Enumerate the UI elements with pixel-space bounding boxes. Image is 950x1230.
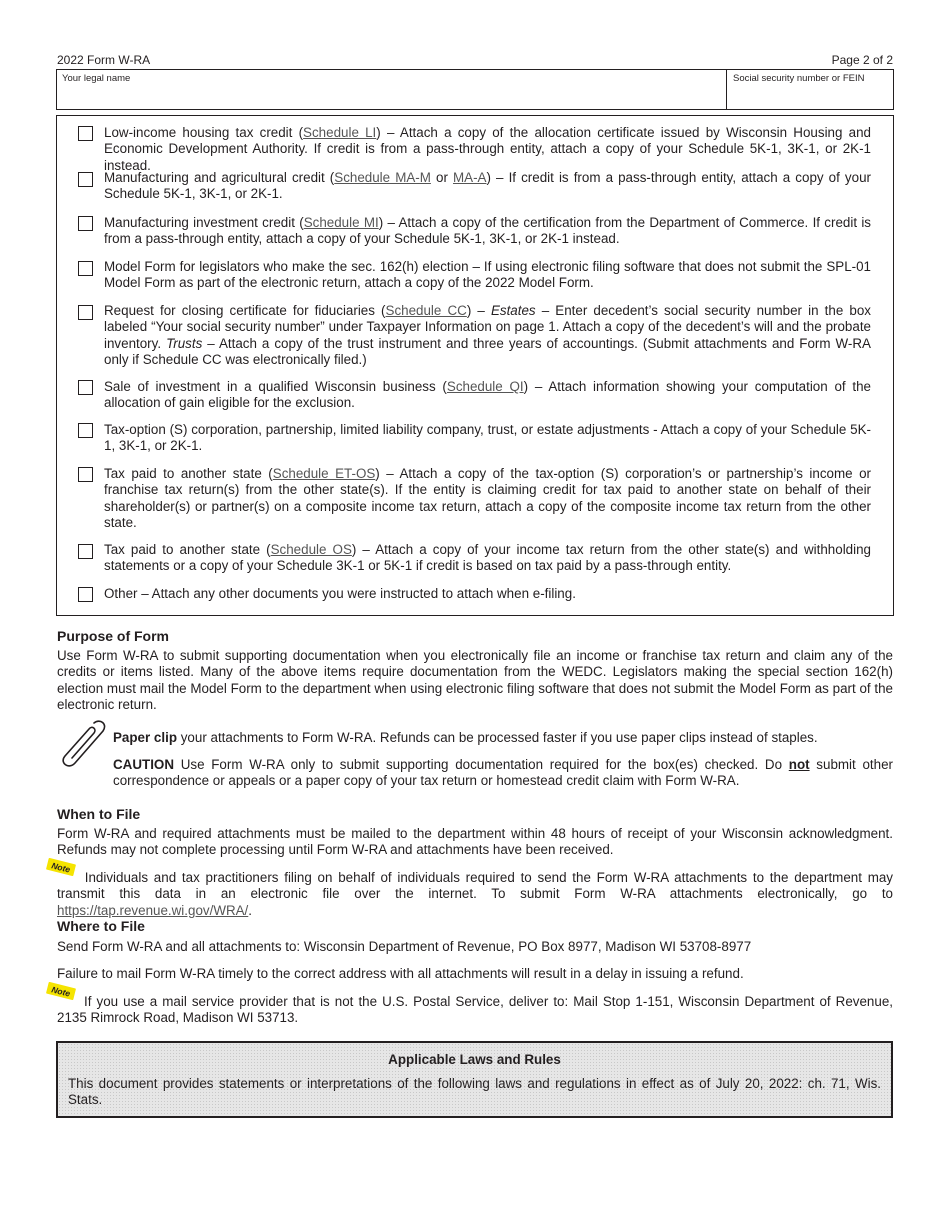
- schedule-et-os-link[interactable]: Schedule ET-OS: [272, 466, 376, 481]
- laws-title: Applicable Laws and Rules: [388, 1052, 561, 1067]
- where-note: If you use a mail service provider that is not the U.S. Postal Service, deliver to: Mail Stop 1-151, Wisconsin Department of Revenue, 2135 Rimrock Road, Madison WI 53713.: [57, 994, 893, 1026]
- legal-name-label: Your legal name: [62, 73, 131, 84]
- schedule-ma-a-link[interactable]: MA-A: [453, 170, 487, 185]
- laws-body: This document provides statements or interpretations of the following laws and regulations in effect as of July 20, 2022: ch. 71, Wis. Stats.: [68, 1076, 881, 1108]
- item-model-form: Model Form for legislators who make the sec. 162(h) election – If using electronic filing software that does not submit the SPL-01 Model Form as part of the electronic return, attach a copy of the 2022 Model Form.: [104, 259, 871, 291]
- when-heading: When to File: [57, 806, 141, 822]
- name-box-divider: [726, 70, 727, 109]
- checkbox-manufacturing-investment[interactable]: [78, 216, 93, 231]
- checkbox-tax-paid-et-os[interactable]: [78, 467, 93, 482]
- schedule-mi-link[interactable]: Schedule MI: [303, 215, 379, 230]
- schedule-qi-link[interactable]: Schedule QI: [446, 379, 524, 394]
- item-tax-paid-et-os: Tax paid to another state (Schedule ET-OS) – Attach a copy of the tax-option (S) corporation’s or partnership’s income or franchise tax return(s) from the other state(s). If the entity is claiming credit for tax paid to another state on behalf of their shareholder(s) or partner(s) on a composite income tax return, attach a copy of the composite income tax return from the other state.: [104, 466, 871, 530]
- checkbox-other[interactable]: [78, 587, 93, 602]
- where-failure: Failure to mail Form W-RA timely to the correct address with all attachments will result in a delay in issuing a refund.: [57, 966, 744, 981]
- item-manufacturing-investment: Manufacturing investment credit (Schedule MI) – Attach a copy of the certification from the Department of Commerce. If credit is from a pass-through entity, attach a copy of your Schedule 5K-1, 3K-1, or 2K-1 instead.: [104, 215, 872, 247]
- schedule-cc-link[interactable]: Schedule CC: [385, 303, 467, 318]
- schedule-ma-m-link[interactable]: Schedule MA-M: [334, 170, 431, 185]
- paperclip-icon: [56, 717, 108, 769]
- item-tax-paid-os: Tax paid to another state (Schedule OS) – Attach a copy of your income tax return from the other state(s) and withholding statements or a copy of your Schedule 3K-1 or 5K-1 if credit is based on tax paid by a pass-through entity.: [104, 542, 871, 574]
- checkbox-model-form[interactable]: [78, 261, 93, 276]
- applicable-laws-box: [56, 1041, 893, 1118]
- when-note: Individuals and tax practitioners filing on behalf of individuals required to send the Form W-RA attachments to the department may transmit this data in an electronic file over the internet. To submit Form W-RA attachments electronically, go to https://tap.revenue.wi.gov/WRA/.: [57, 870, 893, 918]
- purpose-heading: Purpose of Form: [57, 628, 170, 644]
- item-closing-certificate: Request for closing certificate for fiduciaries (Schedule CC) – Estates – Enter decedent’s social security number in the box labeled “Your social security number” under Taxpayer Information on page 1. Attach a copy of the decedent’s will and the probate inventory. Trusts – Attach a copy of the trust instrument and three years of accountings. (Submit attachments and Form W-RA only if Schedule CC was electronically filed.): [104, 303, 871, 367]
- when-body: Form W-RA and required attachments must be mailed to the department within 48 hours of receipt of your Wisconsin acknowledgment. Refunds may not complete processing until Form W-RA and attachments have been received.: [57, 826, 893, 858]
- checkbox-qualified-business[interactable]: [78, 380, 93, 395]
- attachment-checklist: [56, 115, 894, 616]
- where-heading: Where to File: [57, 918, 145, 934]
- note-badge-text: Note: [50, 860, 72, 875]
- checkbox-tax-paid-os[interactable]: [78, 544, 93, 559]
- schedule-li-link[interactable]: Schedule LI: [303, 125, 377, 140]
- purpose-body: Use Form W-RA to submit supporting documentation when you electronically file an income or franchise tax return and claim any of the credits or items listed. Many of the above items require documentation from the WEDC. Legislators making the special section 162(h) election must mail the Model Form to the department when using electronic filing software that does not submit the Model Form as part of the electronic return.: [57, 648, 893, 712]
- ssn-label: Social security number or FEIN: [733, 73, 865, 84]
- schedule-os-link[interactable]: Schedule OS: [270, 542, 352, 557]
- checkbox-tax-option-adjustments[interactable]: [78, 423, 93, 438]
- item-low-income-housing: Low-income housing tax credit (Schedule LI) – Attach a copy of the allocation certificate issued by Wisconsin Housing and Economic Development Authority. If credit is from a pass-through entity, attach a copy of your Schedule 5K-1, 3K-1, or 2K-1 instead.: [104, 125, 871, 173]
- note-badge-text: Note: [50, 984, 72, 999]
- item-other: Other – Attach any other documents you were instructed to attach when e-filing.: [104, 586, 576, 601]
- checkbox-closing-certificate[interactable]: [78, 305, 93, 320]
- item-qualified-business: Sale of investment in a qualified Wisconsin business (Schedule QI) – Attach information showing your computation of the allocation of gain eligible for the exclusion.: [104, 379, 872, 411]
- page-number: Page 2 of 2: [831, 53, 893, 67]
- item-manufacturing-agricultural: Manufacturing and agricultural credit (Schedule MA-M or MA-A) – If credit is from a pass-through entity, attach a copy of your Schedule 5K-1, 3K-1, or 2K-1.: [104, 170, 871, 202]
- where-address: Send Form W-RA and all attachments to: Wisconsin Department of Revenue, PO Box 8977, Madison WI 53708-8977: [57, 939, 752, 954]
- paperclip-text: Paper clip your attachments to Form W-RA. Refunds can be processed faster if you use paper clips instead of staples.: [113, 730, 818, 745]
- checkbox-manufacturing-agricultural[interactable]: [78, 172, 93, 187]
- item-tax-option-adjustments: Tax-option (S) corporation, partnership, limited liability company, trust, or estate adjustments - Attach a copy of your Schedule 5K-1, 3K-1, or 2K-1.: [104, 422, 871, 454]
- name-ssn-box: [56, 69, 894, 110]
- caution-text: CAUTION Use Form W-RA only to submit supporting documentation required for the box(es) checked. Do not submit other correspondence or appeals or a paper copy of your tax return or homestead credit claim with Form W-RA.: [113, 757, 893, 789]
- form-title: 2022 Form W-RA: [57, 53, 151, 67]
- checkbox-low-income-housing[interactable]: [78, 126, 93, 141]
- wra-url-link[interactable]: https://tap.revenue.wi.gov/WRA/: [57, 902, 249, 918]
